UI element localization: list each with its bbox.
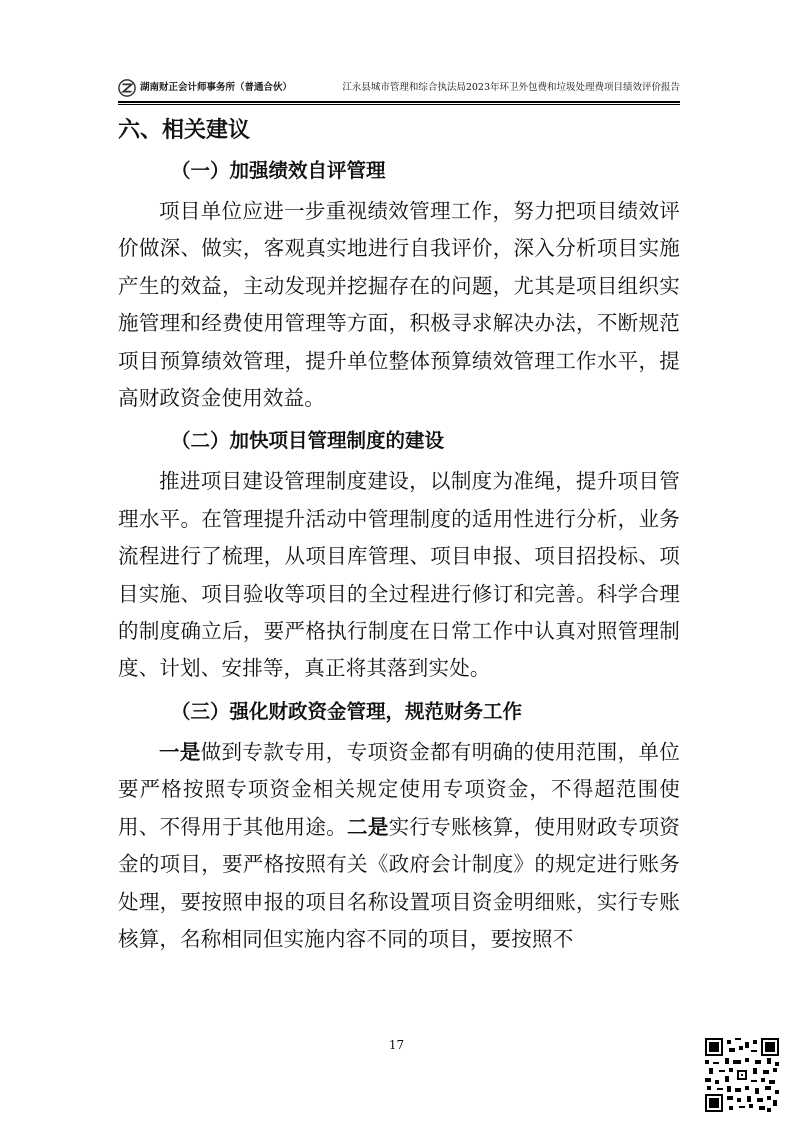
paragraph-3 [118,734,680,958]
firm-logo-icon [118,79,136,97]
point-1-text: 做到专款专用，专项资金都有明确的使用范围，单位要严格按照专项资金相关规定使用专项资金，不得超范围使用、不得用于其他用途。 [118,739,680,839]
paragraph-1: 项目单位应进一步重视绩效管理工作，努力把项目绩效评价做深、做实，客观真实地进行自我评价，深入分析项目实施产生的效益，主动发现并挖掘存在的问题，尤其是项目组织实施管理和经费使用管理等方面，积极寻求解决办法，不断规范项目预算绩效管理，提升单位整体预算绩效管理工作水平，提高财政资金使用效益。 [118,199,680,411]
page-header [118,76,680,100]
header-rule-thick [118,101,680,103]
report-title: 江永县城市管理和综合执法局2023年环卫外包费和垃圾处理费项目绩效评价报告 [342,82,680,93]
section-title: 六、相关建议 [118,117,251,143]
paragraph-2: 推进项目建设管理制度建设，以制度为准绳，提升项目管理水平。在管理提升活动中管理制度的适用性进行分析，业务流程进行了梳理，从项目库管理、项目申报、项目招投标、项目实施、项目验收等项目的全过程进行修订和完善。科学合理的制度确立后，要严格执行制度在日常工作中认真对照管理制度、计划、安排等，真正将其落到实处。 [118,469,680,681]
subsection-title-1: （一）加强绩效自评管理 [171,159,386,182]
header-rule-thin [118,104,680,105]
qr-code-icon [705,1038,779,1112]
main-content [118,113,680,958]
point-2-text: 实行专账核算，使用财政专项资金的项目，要严格按照有关《政府会计制度》的规定进行账务处理，要按照申报的项目名称设置项目资金明细账，实行专账核算，名称相同但实施内容不同的项目，要按照不 [118,814,680,951]
firm-name: 湖南财正会计师事务所（普通合伙） [140,82,293,93]
subsection-title-2: （二）加快项目管理制度的建设 [171,429,445,453]
lead-point-2: 二是 [347,814,389,839]
page-number: 17 [388,1038,405,1052]
lead-point-1: 一是 [159,739,201,764]
subsection-title-3: （三）强化财政资金管理，规范财务工作 [171,699,523,723]
